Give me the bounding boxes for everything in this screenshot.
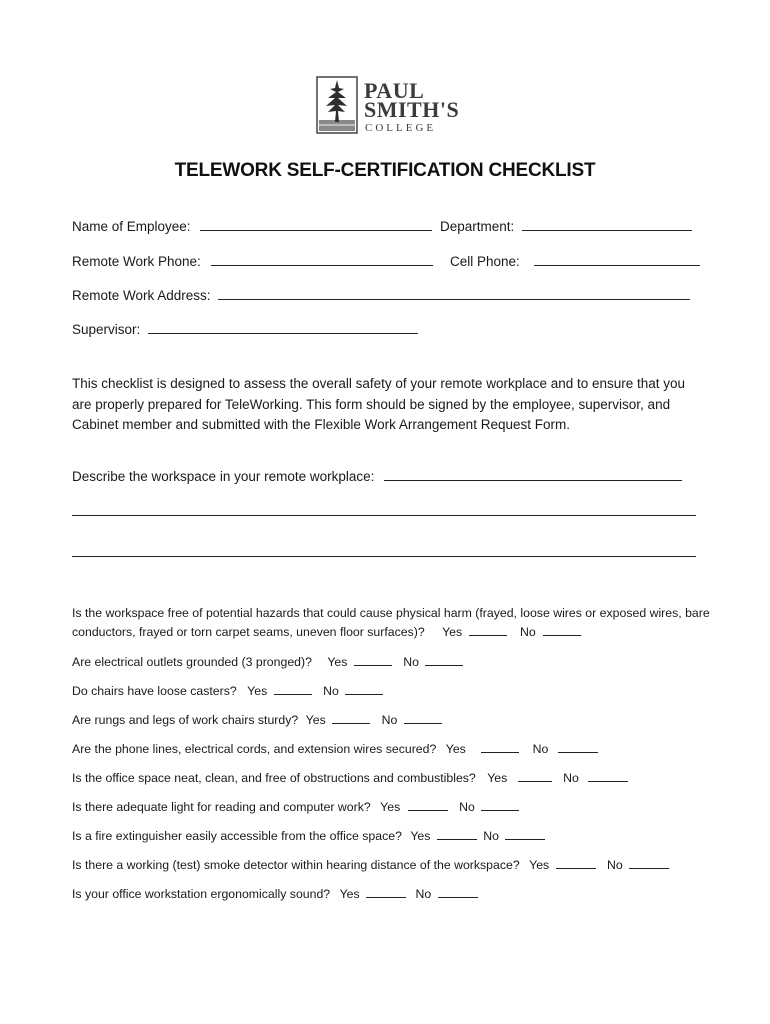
no-label: No xyxy=(607,858,623,872)
address-label: Remote Work Address: xyxy=(72,288,211,303)
department-label: Department: xyxy=(440,219,515,234)
question-7 xyxy=(72,799,519,814)
question-3 xyxy=(72,683,383,698)
no-label: No xyxy=(459,800,475,814)
question-5-yes[interactable] xyxy=(481,741,519,753)
pine-tree-icon xyxy=(316,76,358,134)
question-5 xyxy=(72,741,598,756)
question-1-text: Is the workspace free of potential hazards that could cause physical harm (frayed, loose wires or exposed wires, bare conductors, frayed or torn carpet seams, uneven floor surfaces)? xyxy=(72,606,710,639)
no-label: No xyxy=(323,684,339,698)
supervisor-label: Supervisor: xyxy=(72,322,141,337)
name-field[interactable] xyxy=(200,218,432,231)
question-8-yes[interactable] xyxy=(437,828,477,840)
address-row xyxy=(72,287,690,303)
yes-label: Yes xyxy=(380,800,401,814)
workspace-line-2[interactable] xyxy=(72,515,696,516)
supervisor-field[interactable] xyxy=(148,321,418,334)
remote-phone-field[interactable] xyxy=(211,253,433,266)
question-2-text: Are electrical outlets grounded (3 pronged)? xyxy=(72,655,312,669)
logo-line-3: COLLEGE xyxy=(365,122,437,134)
question-5-text: Are the phone lines, electrical cords, and extension wires secured? xyxy=(72,742,437,756)
question-8-text: Is a fire extinguisher easily accessible from the office space? xyxy=(72,829,402,843)
workspace-row xyxy=(72,468,682,484)
page-title: TELEWORK SELF-CERTIFICATION CHECKLIST xyxy=(174,160,596,181)
question-1 xyxy=(72,604,712,642)
question-6-yes[interactable] xyxy=(518,770,552,782)
cell-phone-row xyxy=(450,253,700,269)
question-7-yes[interactable] xyxy=(408,799,448,811)
yes-label: Yes xyxy=(529,858,550,872)
workspace-field[interactable] xyxy=(384,468,682,481)
question-4 xyxy=(72,712,442,727)
question-4-text: Are rungs and legs of work chairs sturdy? xyxy=(72,713,299,727)
no-label: No xyxy=(520,625,536,639)
question-2 xyxy=(72,654,463,669)
yes-label: Yes xyxy=(305,713,326,727)
name-row xyxy=(72,218,432,234)
logo-line-1: PAUL xyxy=(364,78,425,103)
department-row xyxy=(440,218,692,234)
question-9-text: Is there a working (test) smoke detector within hearing distance of the workspace? xyxy=(72,858,520,872)
question-10 xyxy=(72,886,478,901)
question-9 xyxy=(72,857,669,872)
name-label: Name of Employee: xyxy=(72,219,191,234)
remote-phone-row xyxy=(72,253,433,269)
yes-label: Yes xyxy=(487,771,508,785)
yes-label: Yes xyxy=(445,742,466,756)
question-4-yes[interactable] xyxy=(332,712,370,724)
question-1-yes[interactable] xyxy=(469,624,507,636)
question-3-no[interactable] xyxy=(345,683,383,695)
question-5-no[interactable] xyxy=(558,741,598,753)
question-8-no[interactable] xyxy=(505,828,545,840)
yes-label: Yes xyxy=(327,655,348,669)
question-10-no[interactable] xyxy=(438,886,478,898)
question-6-text: Is the office space neat, clean, and free of obstructions and combustibles? xyxy=(72,771,476,785)
no-label: No xyxy=(483,829,499,843)
college-logo xyxy=(316,76,466,136)
question-9-no[interactable] xyxy=(629,857,669,869)
no-label: No xyxy=(563,771,579,785)
question-3-yes[interactable] xyxy=(274,683,312,695)
yes-label: Yes xyxy=(339,887,360,901)
no-label: No xyxy=(415,887,432,901)
remote-phone-label: Remote Work Phone: xyxy=(72,254,201,269)
cell-phone-field[interactable] xyxy=(534,253,700,266)
yes-label: Yes xyxy=(442,625,463,639)
question-8 xyxy=(72,828,545,843)
no-label: No xyxy=(532,742,549,756)
question-6 xyxy=(72,770,628,785)
question-6-no[interactable] xyxy=(588,770,628,782)
address-field[interactable] xyxy=(218,287,690,300)
workspace-line-3[interactable] xyxy=(72,556,696,557)
intro-paragraph: This checklist is designed to assess the overall safety of your remote workplace and to ensure that you are properly prepared for TeleWorking. This form should be signed by the employee, supervisor, and Cabinet member and submitted with the Flexible Work Arrangement Request Form. xyxy=(72,376,686,432)
question-2-yes[interactable] xyxy=(354,654,392,666)
yes-label: Yes xyxy=(247,684,268,698)
cell-phone-label: Cell Phone: xyxy=(450,254,520,269)
question-10-text: Is your office workstation ergonomically sound? xyxy=(72,887,331,901)
question-9-yes[interactable] xyxy=(556,857,596,869)
question-10-yes[interactable] xyxy=(366,886,406,898)
workspace-label: Describe the workspace in your remote workplace: xyxy=(72,469,375,484)
no-label: No xyxy=(381,713,398,727)
supervisor-row xyxy=(72,321,418,337)
yes-label: Yes xyxy=(410,829,431,843)
question-2-no[interactable] xyxy=(425,654,463,666)
question-3-text: Do chairs have loose casters? xyxy=(72,684,237,698)
question-7-no[interactable] xyxy=(481,799,519,811)
question-7-text: Is there adequate light for reading and computer work? xyxy=(72,800,371,814)
question-4-no[interactable] xyxy=(404,712,442,724)
question-1-no[interactable] xyxy=(543,624,581,636)
no-label: No xyxy=(403,655,419,669)
department-field[interactable] xyxy=(522,218,692,231)
logo-line-2: SMITH'S xyxy=(364,97,460,122)
